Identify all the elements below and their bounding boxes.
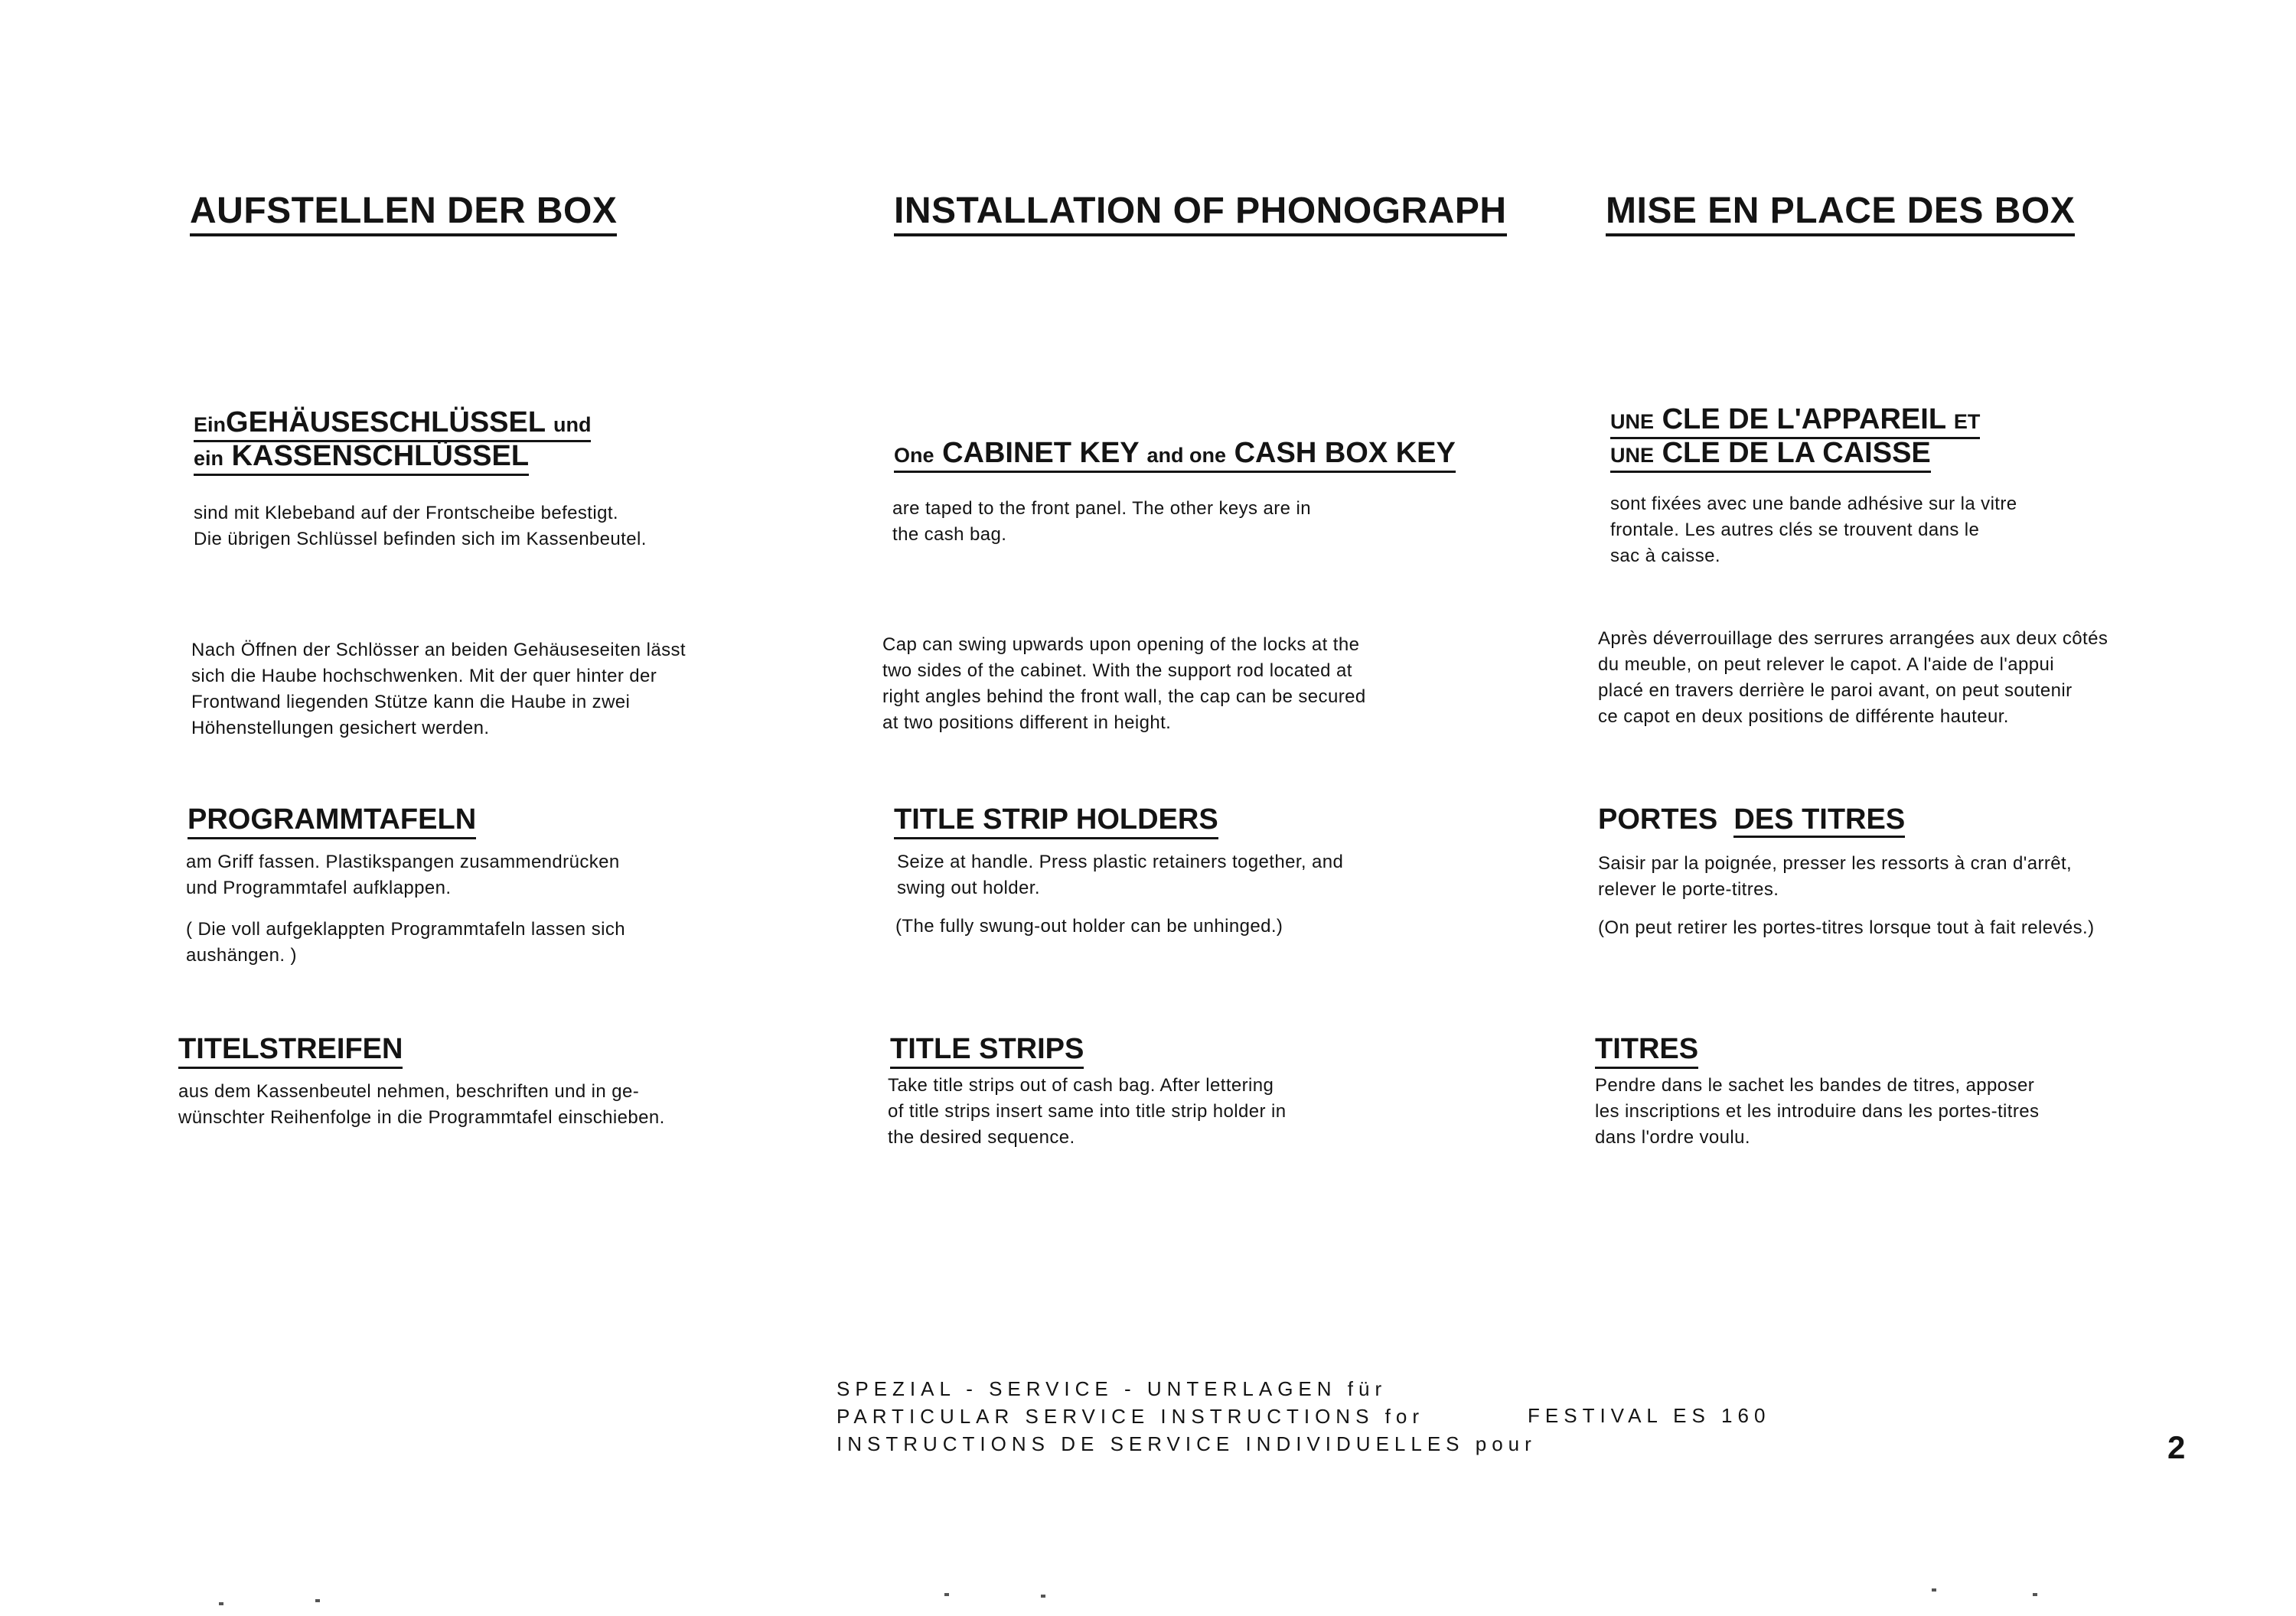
- page-number: 2: [2167, 1429, 2186, 1465]
- strips-text-fr: Pendre dans le sachet les bandes de titres, apposer les inscriptions et les introduire dans les portes-titres dans l'ordre voulu.: [1595, 1075, 2040, 1148]
- holders-heading-fr-b: DES TITRES: [1733, 803, 1905, 838]
- keys-text-en: are taped to the front panel. The other keys are in the cash bag.: [892, 498, 1311, 545]
- holders-note-de: ( Die voll aufgeklappten Programmtafeln lassen sich aushängen. ): [186, 919, 626, 966]
- strips-heading-en: TITLE STRIPS: [890, 1033, 1084, 1069]
- scan-speck: [1932, 1588, 1936, 1592]
- holders-text-en: Seize at handle. Press plastic retainers together, and swing out holder.: [897, 852, 1344, 898]
- scan-speck: [1041, 1595, 1045, 1598]
- keys-heading-de-line2: ein KASSENSCHLÜSSEL: [194, 441, 529, 476]
- scan-speck: [219, 1602, 223, 1605]
- keys-heading-en: One CABINET KEY and one CASH BOX KEY: [894, 438, 1456, 473]
- holders-heading-en: TITLE STRIP HOLDERS: [894, 803, 1218, 839]
- opening-text-en: Cap can swing upwards upon opening of the locks at the two sides of the cabinet. With the support rod located at right angles behind the front wall, the cap can be secured at two positions different in height.: [882, 634, 1366, 733]
- holders-text-fr: Saisir par la poignée, presser les ressorts à cran d'arrêt, relever le porte-titres.: [1598, 853, 2073, 900]
- keys-heading-fr-line2: UNE CLE DE LA CAISSE: [1610, 438, 1931, 473]
- scan-speck: [315, 1599, 320, 1602]
- keys-heading-de-line1: EinGEHÄUSESCHLÜSSEL und: [194, 407, 591, 442]
- scan-speck: [2033, 1593, 2037, 1596]
- opening-text-de: Nach Öffnen der Schlösser an beiden Gehäuseseiten lässt sich die Haube hochschwenken. Mit der quer hinter der Frontwand liegenden Stütze kann die Haube in zwei Höhenstellungen gesichert werden.: [191, 640, 686, 738]
- strips-heading-fr: TITRES: [1595, 1033, 1698, 1069]
- holders-note-fr: (On peut retirer les portes-titres lorsque tout à fait relevés.): [1598, 917, 2095, 938]
- footer-service-lines: SPEZIAL - SERVICE - UNTERLAGEN für PARTICULAR SERVICE INSTRUCTIONS for INSTRUCTIONS DE SERVICE INDIVIDUELLES pour: [837, 1377, 1537, 1455]
- holders-heading-fr: [1598, 803, 1905, 837]
- holders-heading-de: PROGRAMMTAFELN: [188, 803, 476, 839]
- section-title-fr: MISE EN PLACE DES BOX: [1606, 190, 2075, 236]
- strips-heading-de: TITELSTREIFEN: [178, 1033, 403, 1069]
- holders-text-de: am Griff fassen. Plastikspangen zusammendrücken und Programmtafel aufklappen.: [186, 852, 620, 898]
- section-title-en: INSTALLATION OF PHONOGRAPH: [894, 190, 1507, 236]
- holders-heading-fr-a: PORTES: [1598, 803, 1718, 836]
- scan-speck: [944, 1593, 949, 1596]
- opening-text-fr: Après déverrouillage des serrures arrangées aux deux côtés du meuble, on peut relever le capot. A l'aide de l'appui placé en travers derrière le paroi avant, on peut soutenir ce capot en deux positions de différente hauteur.: [1598, 628, 2108, 727]
- holders-note-en: (The fully swung-out holder can be unhinged.): [895, 916, 1283, 937]
- section-title-de: AUFSTELLEN DER BOX: [190, 190, 617, 236]
- strips-text-de: aus dem Kassenbeutel nehmen, beschriften und in ge- wünschter Reihenfolge in die Programmtafel einschieben.: [178, 1081, 665, 1128]
- keys-text-fr: sont fixées avec une bande adhésive sur la vitre frontale. Les autres clés se trouvent dans le sac à caisse.: [1610, 494, 2017, 566]
- strips-text-en: Take title strips out of cash bag. After lettering of title strips insert same into title strip holder in the desired sequence.: [888, 1075, 1287, 1148]
- keys-text-de: sind mit Klebeband auf der Frontscheibe befestigt. Die übrigen Schlüssel befinden sich im Kassenbeutel.: [194, 503, 647, 549]
- footer-model: FESTIVAL ES 160: [1528, 1404, 1771, 1427]
- keys-heading-fr-line1: UNE CLE DE L'APPAREIL ET: [1610, 404, 1980, 439]
